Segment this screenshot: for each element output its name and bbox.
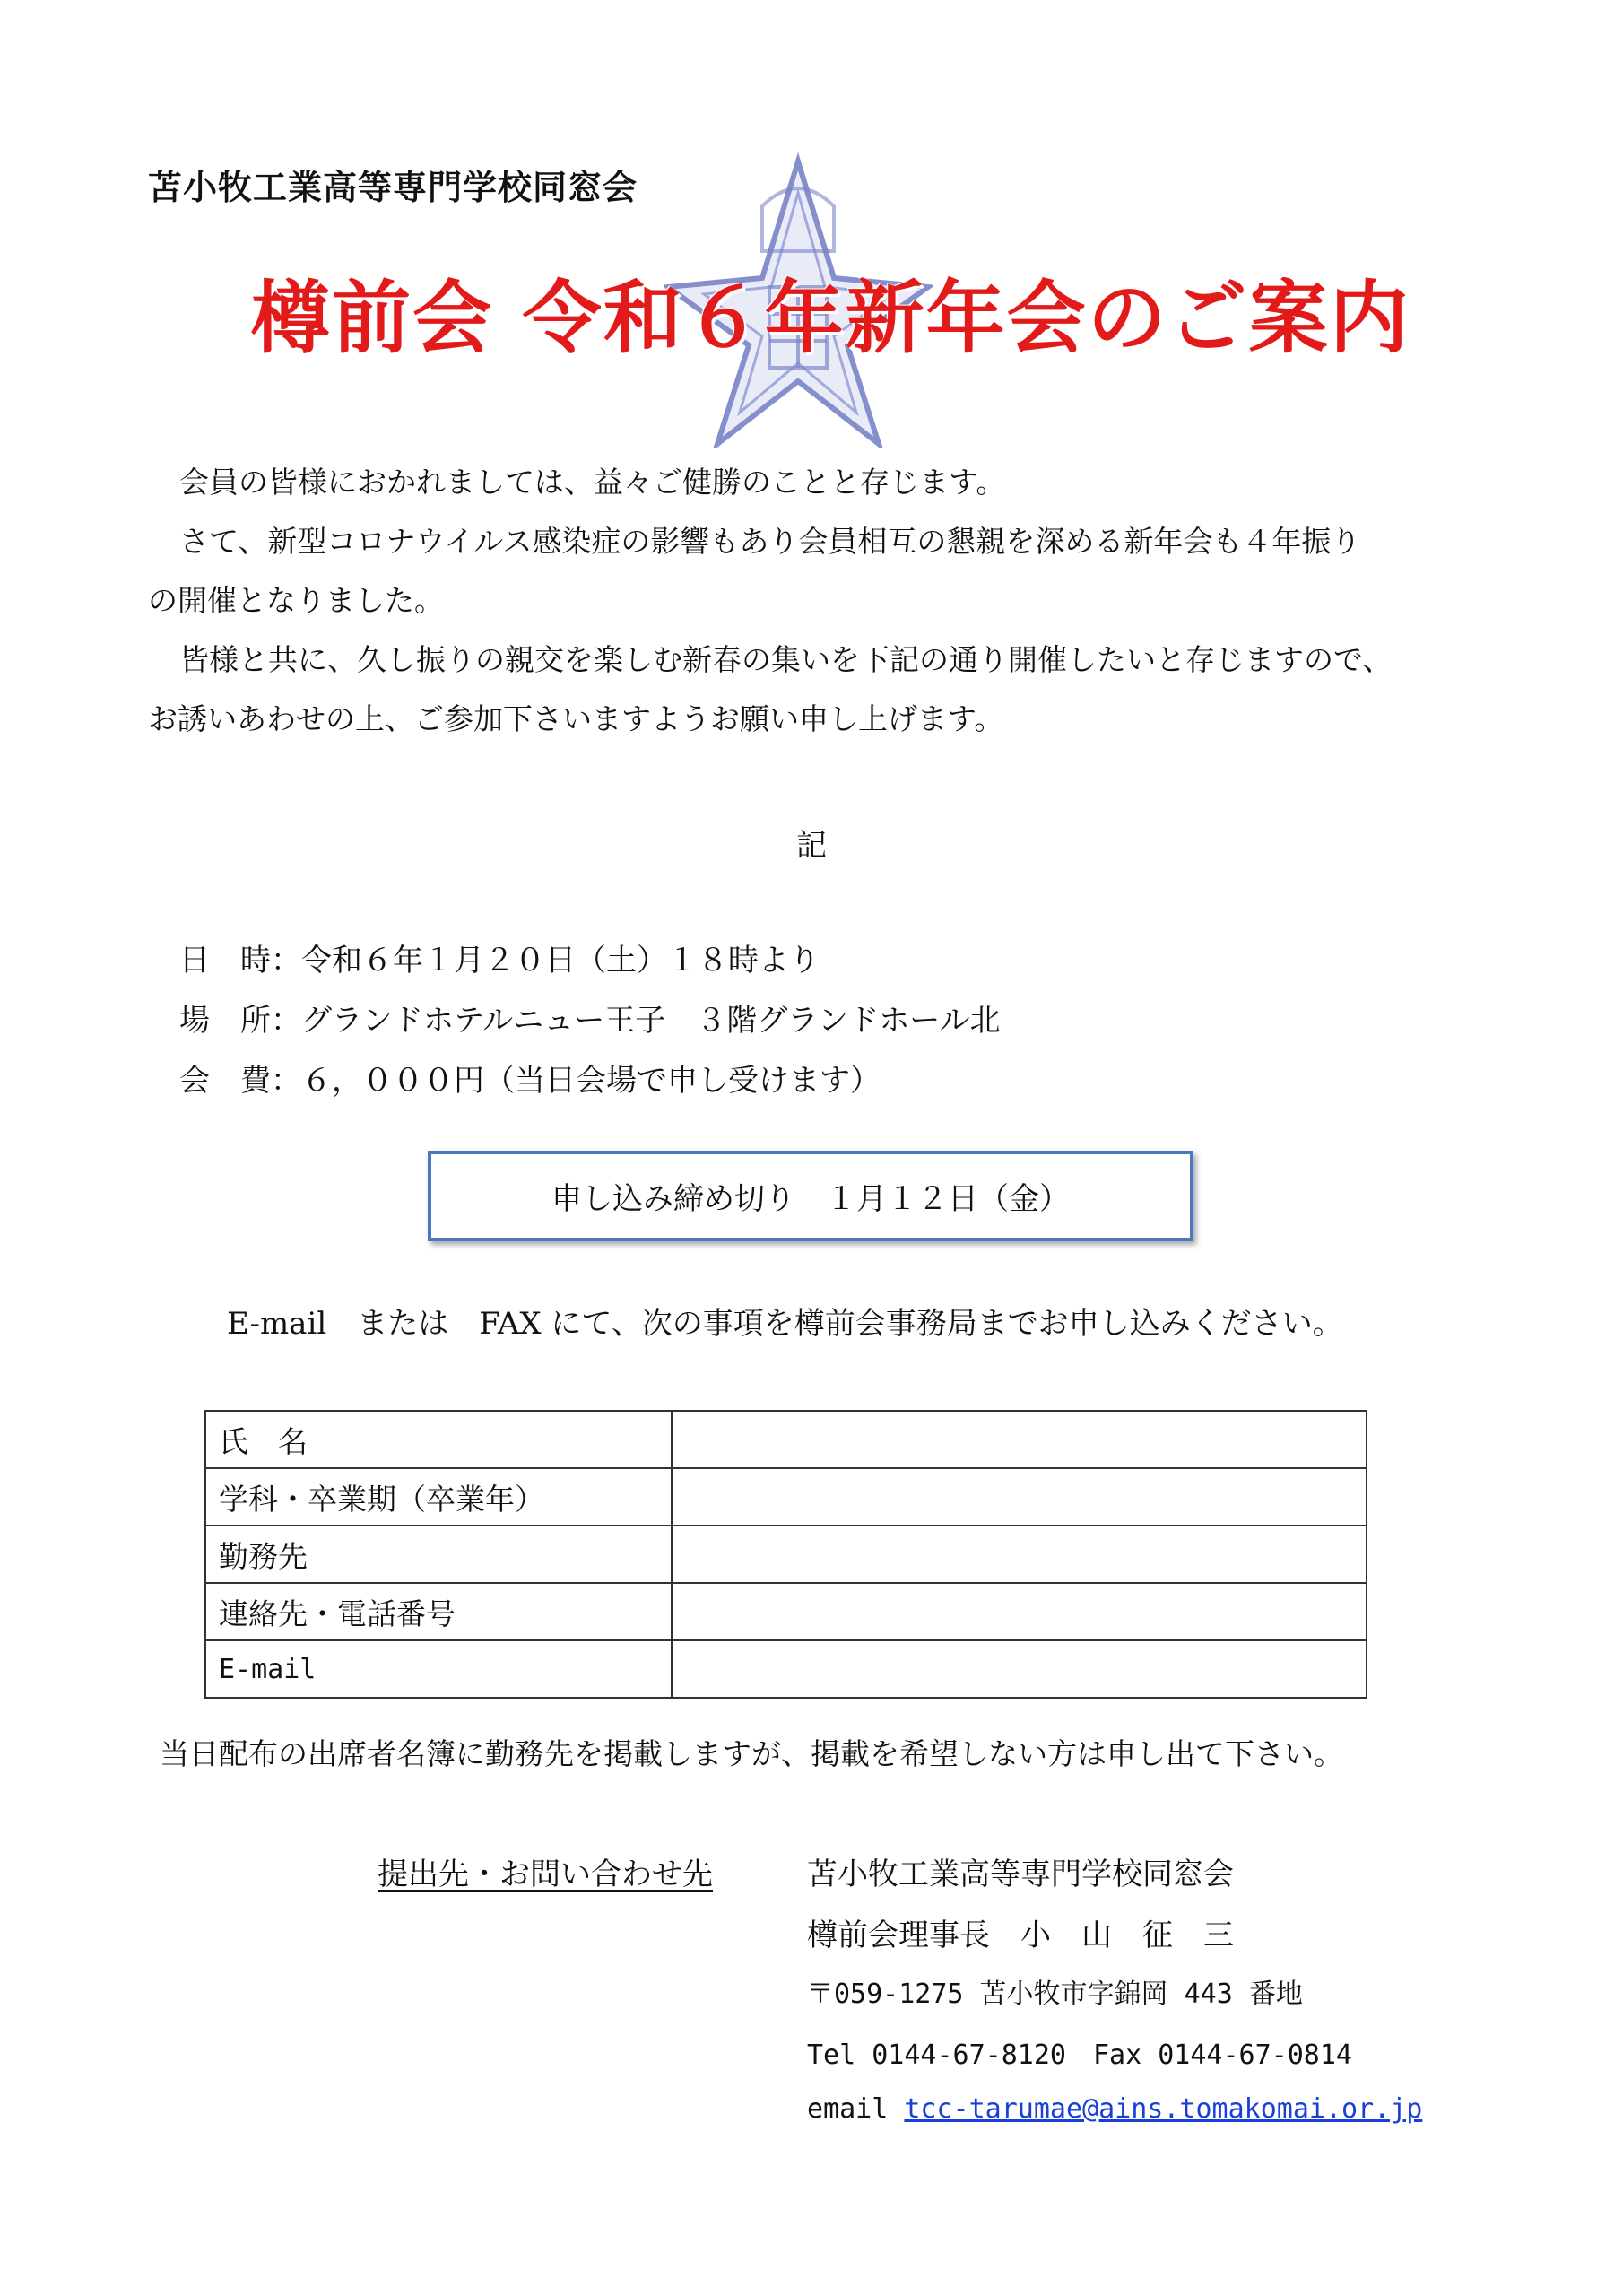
body-paragraph-5: お誘いあわせの上、ご参加下さいますようお願い申し上げます。 — [148, 701, 1004, 736]
page-title: 樽前会 令和６年新年会のご案内 — [251, 272, 1410, 364]
field-label-workplace: 勤務先 — [205, 1526, 672, 1583]
field-value-workplace[interactable] — [672, 1526, 1367, 1583]
body-paragraph-3: の開催となりました。 — [148, 583, 444, 618]
ki-heading: 記 — [796, 828, 827, 864]
field-label-email: E-mail — [205, 1640, 672, 1698]
detail-fee: 会 費：６，０００円（当日会場で申し受けます） — [179, 1063, 881, 1099]
table-row — [205, 1640, 1367, 1698]
contact-chairman: 樽前会理事長 小 山 征 三 — [807, 1918, 1234, 1953]
privacy-note: 当日配布の出席者名簿に勤務先を掲載しますが、掲載を希望しない方は申し出て下さい。 — [160, 1736, 1343, 1771]
contact-organization: 苫小牧工業高等専門学校同窓会 — [807, 1857, 1234, 1892]
contact-address: 〒059-1275 苫小牧市字錦岡 443 番地 — [807, 1979, 1303, 2010]
field-value-department[interactable] — [672, 1468, 1367, 1526]
field-label-name: 氏 名 — [205, 1411, 672, 1468]
deadline-text: 申し込み締め切り １月１２日（金） — [551, 1181, 1070, 1217]
contact-email-label: email — [807, 2093, 889, 2125]
contact-email-line — [807, 2093, 1422, 2125]
field-value-phone[interactable] — [672, 1583, 1367, 1640]
detail-datetime: 日 時：令和６年１月２０日（土）１８時より — [179, 943, 820, 978]
contact-label: 提出先・お問い合わせ先 — [378, 1857, 713, 1892]
field-value-email[interactable] — [672, 1640, 1367, 1698]
instructions: E-mail または FAX にて、次の事項を樽前会事務局までお申し込みください。 — [227, 1306, 1343, 1342]
table-row — [205, 1583, 1367, 1640]
body-paragraph-4: 皆様と共に、久し振りの親交を楽しむ新春の集いを下記の通り開催したいと存じますので、 — [179, 642, 1393, 677]
detail-venue: 場 所：グランドホテルニュー王子 ３階グランドホール北 — [179, 1003, 1001, 1039]
contact-email-link[interactable]: tcc-tarumae@ains.tomakomai.or.jp — [904, 2093, 1423, 2125]
application-form-table — [204, 1410, 1367, 1699]
table-row — [205, 1411, 1367, 1468]
field-value-name[interactable] — [672, 1411, 1367, 1468]
field-label-phone: 連絡先・電話番号 — [205, 1583, 672, 1640]
table-row — [205, 1526, 1367, 1583]
body-paragraph-2: さて、新型コロナウイルス感染症の影響もあり会員相互の懇親を深める新年会も４年振り — [179, 524, 1361, 559]
table-row — [205, 1468, 1367, 1526]
deadline-box — [428, 1151, 1193, 1241]
field-label-department: 学科・卒業期（卒業年） — [205, 1468, 672, 1526]
organization-name: 苫小牧工業高等専門学校同窓会 — [148, 168, 638, 207]
contact-phone-fax: Tel 0144-67-8120 Fax 0144-67-0814 — [807, 2039, 1352, 2071]
body-paragraph-1: 会員の皆様におかれましては、益々ご健勝のことと存じます。 — [179, 465, 1006, 500]
